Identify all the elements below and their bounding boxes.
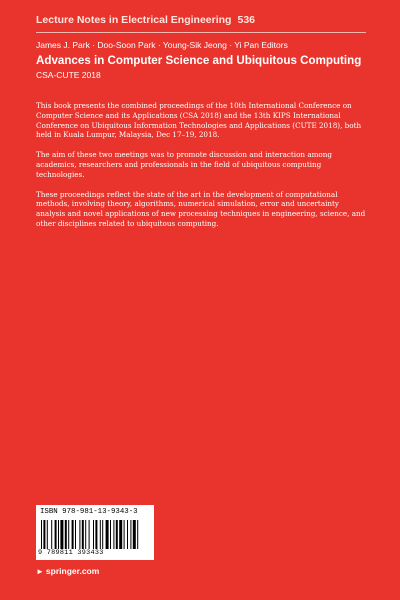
barcode [41,520,149,549]
publisher-site: springer.com [45,566,100,576]
barcode-bar [79,520,80,549]
series-title: Lecture Notes in Electrical Engineering [36,14,232,26]
barcode-bar [133,520,136,549]
barcode-bar [55,520,57,549]
barcode-bar [110,520,111,549]
barcode-bar [100,520,101,549]
barcode-bar [43,520,45,549]
barcode-bar [68,520,69,549]
barcode-bar [51,520,52,549]
editors-names: James J. Park · Doo-Soon Park · Young-Sik Jeong · Yi Pan [36,40,260,50]
barcode-bar [72,520,74,549]
barcode-bar [89,520,90,549]
barcode-bar [137,520,138,549]
publisher-footer [36,566,99,576]
header-divider [36,32,366,33]
blurb-paragraph: These proceedings reflect the state of the art in the development of computational methods, involving theory, algorithms, numerical simulation, error and uncertainty analysis and novel applications of new processing techniques in engineering, science, and other disciplines related to ubiquitous computing. [36,189,366,228]
series-number: 536 [237,14,256,26]
editors-line [36,40,288,50]
barcode-bar [130,520,131,549]
barcode-digits: 9 789811 393433 [38,549,104,557]
barcode-bar [75,520,76,549]
barcode-bar [116,520,118,549]
arrow-icon: ► [36,566,44,576]
barcode-bar [102,520,103,549]
book-subtitle: CSA-CUTE 2018 [36,70,101,80]
barcode-bar [41,520,42,549]
series-name [36,14,255,26]
barcode-bar [127,520,128,549]
barcode-bar [113,520,114,549]
blurb [36,101,369,239]
blurb-paragraph: The aim of these two meetings was to promote discussion and interaction among academics, researchers and professionals in the field of ubiquitous computing technologies. [36,150,332,179]
barcode-bar [95,520,97,549]
barcode-bar [60,520,63,549]
isbn-barcode-box [36,505,154,560]
barcode-bar [82,520,84,549]
editors-role: Editors [261,40,288,50]
book-title: Advances in Computer Science and Ubiquitous Computing [36,54,362,67]
barcode-bar [58,520,59,549]
barcode-bar [85,520,86,549]
barcode-bar [47,520,48,549]
barcode-bar [93,520,94,549]
barcode-bar [119,520,122,549]
barcode-bar [65,520,67,549]
isbn-label: ISBN 978-981-13-9343-3 [40,508,138,516]
barcode-bar [106,520,109,549]
barcode-bar [124,520,125,549]
blurb-paragraph: This book presents the combined proceedings of the 10th International Conference on Computer Science and its Applications (CSA 2018) and the 13th KIPS International Conference on Ubiquitous Information Technologies and Applications (CUTE 2018), both held in Kuala Lumpur, Malaysia, Dec 17–19, 2018. [36,101,362,140]
